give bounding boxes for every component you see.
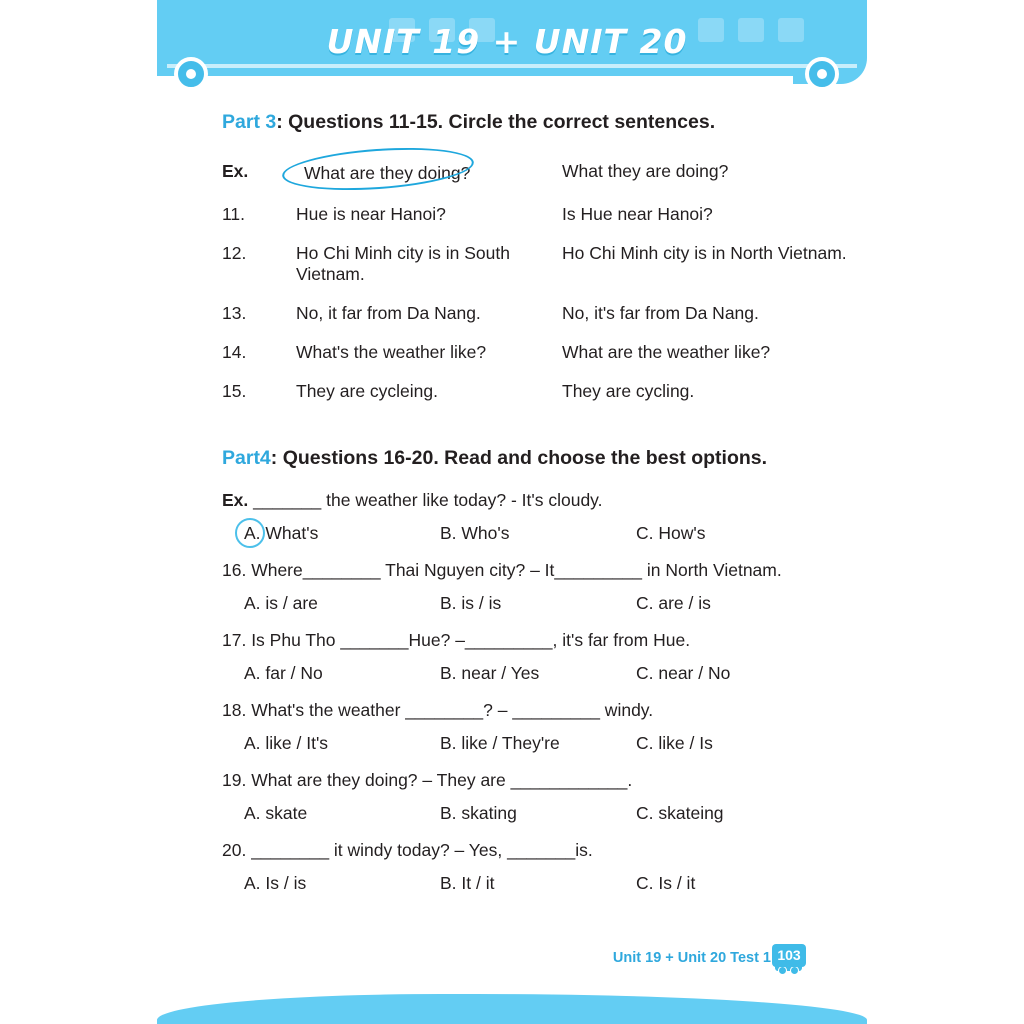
part4-heading-number: Part4 <box>222 447 271 469</box>
part4-question-options <box>222 663 1024 684</box>
question-number: 12. <box>222 243 247 263</box>
option-c[interactable]: C. like / Is <box>636 733 713 753</box>
bus-wheel-icon <box>174 57 208 91</box>
header-bus-banner <box>157 0 867 92</box>
question-number: Ex. <box>222 161 249 181</box>
option-c[interactable]: C. skateing <box>636 803 724 823</box>
part4-question-stem: 20. ________ it windy today? – Yes, _______is. <box>222 840 593 860</box>
option-b[interactable]: B. is / is <box>440 593 502 613</box>
part4-question-stem: 19. What are they doing? – They are ____________. <box>222 770 633 790</box>
question-number: 14. <box>222 342 247 362</box>
page-title: UNIT 19 + UNIT 20 <box>326 22 688 61</box>
part4-question-options <box>222 873 1024 894</box>
option-b-cell[interactable]: What are the weather like? <box>562 342 771 362</box>
option-a[interactable]: A. Is / is <box>244 873 307 893</box>
part4-question-stem: 17. Is Phu Tho _______Hue? –_________, it's far from Hue. <box>222 630 691 650</box>
part4-heading <box>222 447 1024 470</box>
circled-answer <box>296 161 478 186</box>
option-a-cell[interactable]: What's the weather like? <box>296 342 487 362</box>
option-a-cell[interactable] <box>296 152 562 195</box>
part3-heading-number: Part 3 <box>222 111 277 133</box>
option-b[interactable]: B. like / They're <box>440 733 560 753</box>
table-row <box>222 372 862 411</box>
circle-annotation-icon <box>281 142 475 195</box>
question-number: 11. <box>222 204 246 224</box>
option-b-cell[interactable]: No, it's far from Da Nang. <box>562 303 759 323</box>
example-label: Ex. <box>222 490 249 510</box>
bus-stripe <box>167 64 857 68</box>
option-text: A. What's <box>244 523 319 543</box>
option-b-cell[interactable]: They are cycling. <box>562 381 695 401</box>
option-a-cell[interactable]: Hue is near Hanoi? <box>296 204 446 224</box>
option-c[interactable]: C. are / is <box>636 593 711 613</box>
option-b[interactable]: B. Who's <box>440 523 510 543</box>
example-stem-text: _______ the weather like today? - It's cloudy. <box>248 490 603 510</box>
question-number: 15. <box>222 381 247 401</box>
part4-body <box>222 490 1024 894</box>
page-footer <box>0 944 1024 976</box>
worksheet-content <box>0 105 1024 894</box>
question-number: 13. <box>222 303 247 323</box>
option-a-text: What are they doing? <box>304 163 471 183</box>
part4-heading-text: : Questions 16-20. Read and choose the best options. <box>270 447 768 469</box>
option-a[interactable]: A. far / No <box>244 663 323 683</box>
option-b-cell[interactable]: What they are doing? <box>562 161 729 181</box>
option-b[interactable]: B. skating <box>440 803 517 823</box>
part4-example-stem <box>222 490 1024 511</box>
option-a[interactable] <box>244 523 440 544</box>
circled-option <box>244 523 318 544</box>
option-b-cell[interactable]: Ho Chi Minh city is in North Vietnam. <box>562 243 847 263</box>
part4-question-stem: 18. What's the weather ________? – _________ windy. <box>222 700 654 720</box>
option-c[interactable]: C. Is / it <box>636 873 696 893</box>
table-row <box>222 152 862 195</box>
circle-annotation-icon <box>235 518 265 548</box>
table-row <box>222 234 862 294</box>
option-a-cell[interactable]: No, it far from Da Nang. <box>296 303 481 323</box>
footer-label: Unit 19 + Unit 20 Test 1 <box>612 950 771 966</box>
part4-question-options <box>222 803 1024 824</box>
bottom-wave-decoration <box>157 994 867 1024</box>
part3-heading-text: : Questions 11-15. Circle the correct sentences. <box>276 111 716 133</box>
part4-question-stem: 16. Where________ Thai Nguyen city? – It_________ in North Vietnam. <box>222 560 782 580</box>
part4-question-options <box>222 593 1024 614</box>
option-b[interactable]: B. It / it <box>440 873 495 893</box>
bus-wheel-icon <box>805 57 839 91</box>
option-a-cell[interactable]: They are cycleing. <box>296 381 439 401</box>
option-a[interactable]: A. like / It's <box>244 733 329 753</box>
option-a-cell[interactable]: Ho Chi Minh city is in South Vietnam. <box>296 243 510 284</box>
page-number-badge: 103 <box>772 944 806 967</box>
option-a[interactable]: A. is / are <box>244 593 318 613</box>
option-c[interactable]: C. How's <box>636 523 706 543</box>
table-row <box>222 294 862 333</box>
option-c[interactable]: C. near / No <box>636 663 731 683</box>
table-row <box>222 333 862 372</box>
option-b[interactable]: B. near / Yes <box>440 663 540 683</box>
part3-question-table <box>222 152 862 411</box>
option-b-cell[interactable]: Is Hue near Hanoi? <box>562 204 713 224</box>
option-a[interactable]: A. skate <box>244 803 308 823</box>
part4-example-options <box>222 523 1024 544</box>
part4-question-options <box>222 733 1024 754</box>
part3-heading <box>222 111 1024 134</box>
table-row <box>222 195 862 234</box>
